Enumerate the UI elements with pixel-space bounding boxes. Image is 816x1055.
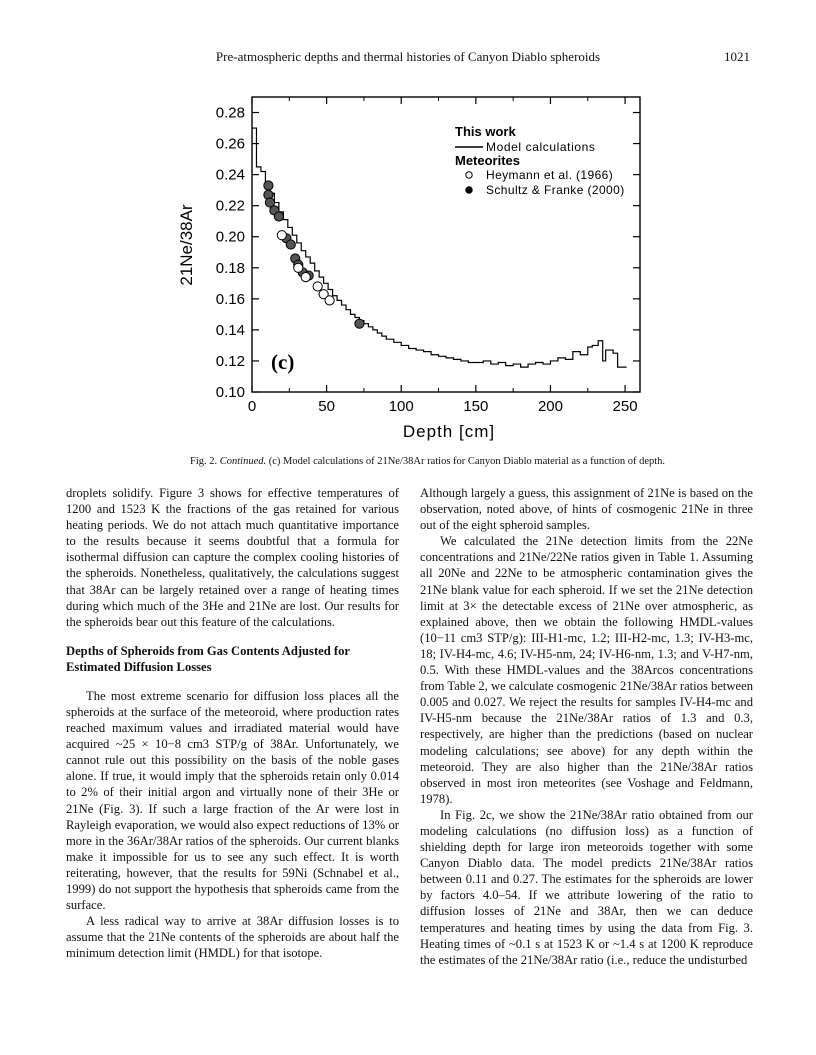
legend-schultz-marker: [466, 187, 472, 193]
y-tick-label: 0.22: [215, 197, 245, 215]
schultz-point: [355, 319, 364, 328]
y-tick-label: 0.18: [215, 259, 245, 277]
caption-continued: Continued.: [219, 456, 267, 467]
heymann-point: [277, 231, 286, 240]
heymann-point: [325, 296, 334, 305]
y-tick-label: 0.14: [215, 321, 245, 339]
right-paragraph-1: Although largely a guess, this assignment of 21Ne is based on the observation, noted above, of hints of cosmogenic 21Ne in three out of the eight spheroid samples.: [420, 486, 753, 533]
x-tick-label: 0: [247, 398, 257, 415]
x-tick-label: 50: [318, 398, 335, 415]
left-paragraph-2: The most extreme scenario for diffusion loss places all the spheroids at the surface of the meteoroid, where production rates reached maximum values and irradiated material would have acquired ~25 × 10−8 cm3 STP/g of 38Ar. Unfortunately, we cannot rule out this possibility on the basis of the noble gases alone. If true, it would imply that the spheroids retain only 0.014 to 2% of their initial argon and virtually none of their 3He or 21Ne (Fig. 3). If such a large fraction of the Ar were lost in Rayleigh evaporation, we would also expect reductions of 13% or more in the 36Ar/38Ar ratios of the spheroids. Our current blanks make it impossible for us to see any such effect. It is worth reiterating, however, that the results for 59Ni (Schnabel et al., 1999) do not support the hypothesis that spheroids came from the surface.: [66, 688, 399, 913]
legend-model-label: Model calculations: [486, 140, 596, 154]
right-paragraph-3: In Fig. 2c, we show the 21Ne/38Ar ratio obtained from our modeling calculations (no diffusion loss) as a function of shielding depth for large iron meteoroids together with some Canyon Diablo data. The model predicts 21Ne/38Ar ratios between 0.11 and 0.27. The estimates for the spheroids are lower by factors 4.0–54. If we attribute lowering of the ratio to diffusion losses of 21Ne and 38Ar, then we can deduce temperatures and heating times by using the data from Fig. 3. Heating times of ~0.1 s at 1523 K or ~1.4 s at 1200 K reproduce the estimates of the 21Ne/38Ar ratio (i.e., reduce the undisturbed: [420, 807, 753, 967]
legend-heymann-label: Heymann et al. (1966): [486, 168, 614, 182]
legend-title-meteorites: Meteorites: [455, 153, 521, 168]
y-tick-label: 0.26: [215, 135, 245, 153]
page-number: 1021: [724, 49, 750, 64]
y-tick-label: 0.20: [215, 228, 245, 246]
schultz-point: [286, 240, 295, 249]
panel-label: (c): [271, 350, 295, 374]
heymann-point: [294, 263, 303, 272]
model-curve-group: [252, 128, 627, 367]
y-tick-label: 0.28: [215, 104, 245, 122]
model-curve: [252, 128, 627, 367]
figure-caption: [190, 456, 750, 467]
x-axis-label: Depth [cm]: [402, 422, 496, 441]
x-tick-label: 100: [388, 398, 414, 415]
legend-heymann-marker: [466, 172, 472, 178]
running-title: Pre-atmospheric depths and thermal histories of Canyon Diablo spheroids: [215, 49, 601, 64]
caption-text: (c) Model calculations of 21Ne/38Ar ratios for Canyon Diablo material as a function of depth.: [266, 456, 666, 467]
heymann-point: [301, 273, 310, 282]
y-tick-label: 0.16: [215, 290, 245, 308]
y-axis-label: 21Ne/38Ar: [177, 204, 196, 286]
x-tick-label: 200: [537, 398, 563, 415]
left-column: [66, 485, 399, 961]
section-heading: Depths of Spheroids from Gas Contents Adjusted for Estimated Diffusion Losses: [66, 643, 350, 674]
y-tick-label: 0.12: [215, 352, 245, 370]
left-paragraph-1: droplets solidify. Figure 3 shows for effective temperatures of 1200 and 1523 K the fractions of the gas retained for various heating periods. We do not attach much quantitative importance to the results because it seems doubtful that a formula for isothermal diffusion can capture the complex cooling histories of the spheroids. Nonetheless, qualitatively, the calculations suggest that 38Ar can be largely retained over a range of heating times during which much of the 3He and 21Ne are lost. Our results for the spheroids bear out this feature of the calculations.: [66, 486, 399, 629]
legend-title-this-work: This work: [455, 124, 516, 139]
schultz-point: [264, 181, 273, 190]
y-tick-label: 0.10: [215, 384, 245, 401]
heymann-point: [313, 282, 322, 291]
y-tick-label: 0.24: [215, 166, 245, 184]
caption-prefix: Fig. 2.: [190, 456, 218, 467]
left-paragraph-3: A less radical way to arrive at 38Ar diffusion losses is to assume that the 21Ne contents of the spheroids are about half the minimum detection limit (HMDL) for that isotope.: [66, 914, 399, 961]
figure-2c-chart: [0, 0, 816, 450]
right-paragraph-2: We calculated the 21Ne detection limits from the 22Ne concentrations and 21Ne/22Ne ratios given in Table 1. Assuming all 20Ne and 22Ne to be atmospheric contamination gives the 21Ne blank value for each spheroid. If we set the 21Ne detection limit at 3× the detectable excess of 21Ne over atmospheric, as explained above, then we obtain the following HMDL-values (10−11 cm3 STP/g): III-H1-mc, 1.2; III-H2-mc, 1.3; IV-H3-mc, 18; IV-H4-mc, 4.6; IV-H5-nm, 24; IV-H6-nm, 1.3; and V-H7-nm, 0.5. With these HMDL-values and the 38Arcos concentrations from Table 2, we calculate cosmogenic 21Ne/38Ar ratios between 0.005 and 0.027. We reject the results for samples IV-H4-mc and IV-H5-nm because the 21Ne/38Ar ratios of 1.3 and 0.3, respectively, are higher than the predictions (based on nuclear modeling calculations; see above) for any depth within the meteoroid. They are also higher than the 21Ne/38Ar ratios observed in most iron meteorites (see Voshage and Feldmann, 1978).: [420, 534, 753, 806]
x-tick-label: 250: [612, 398, 638, 415]
schultz-point: [274, 212, 283, 221]
right-column: [420, 485, 753, 968]
chart-legend: [455, 124, 625, 197]
x-tick-label: 150: [463, 398, 489, 415]
legend-schultz-label: Schultz & Franke (2000): [486, 183, 625, 197]
